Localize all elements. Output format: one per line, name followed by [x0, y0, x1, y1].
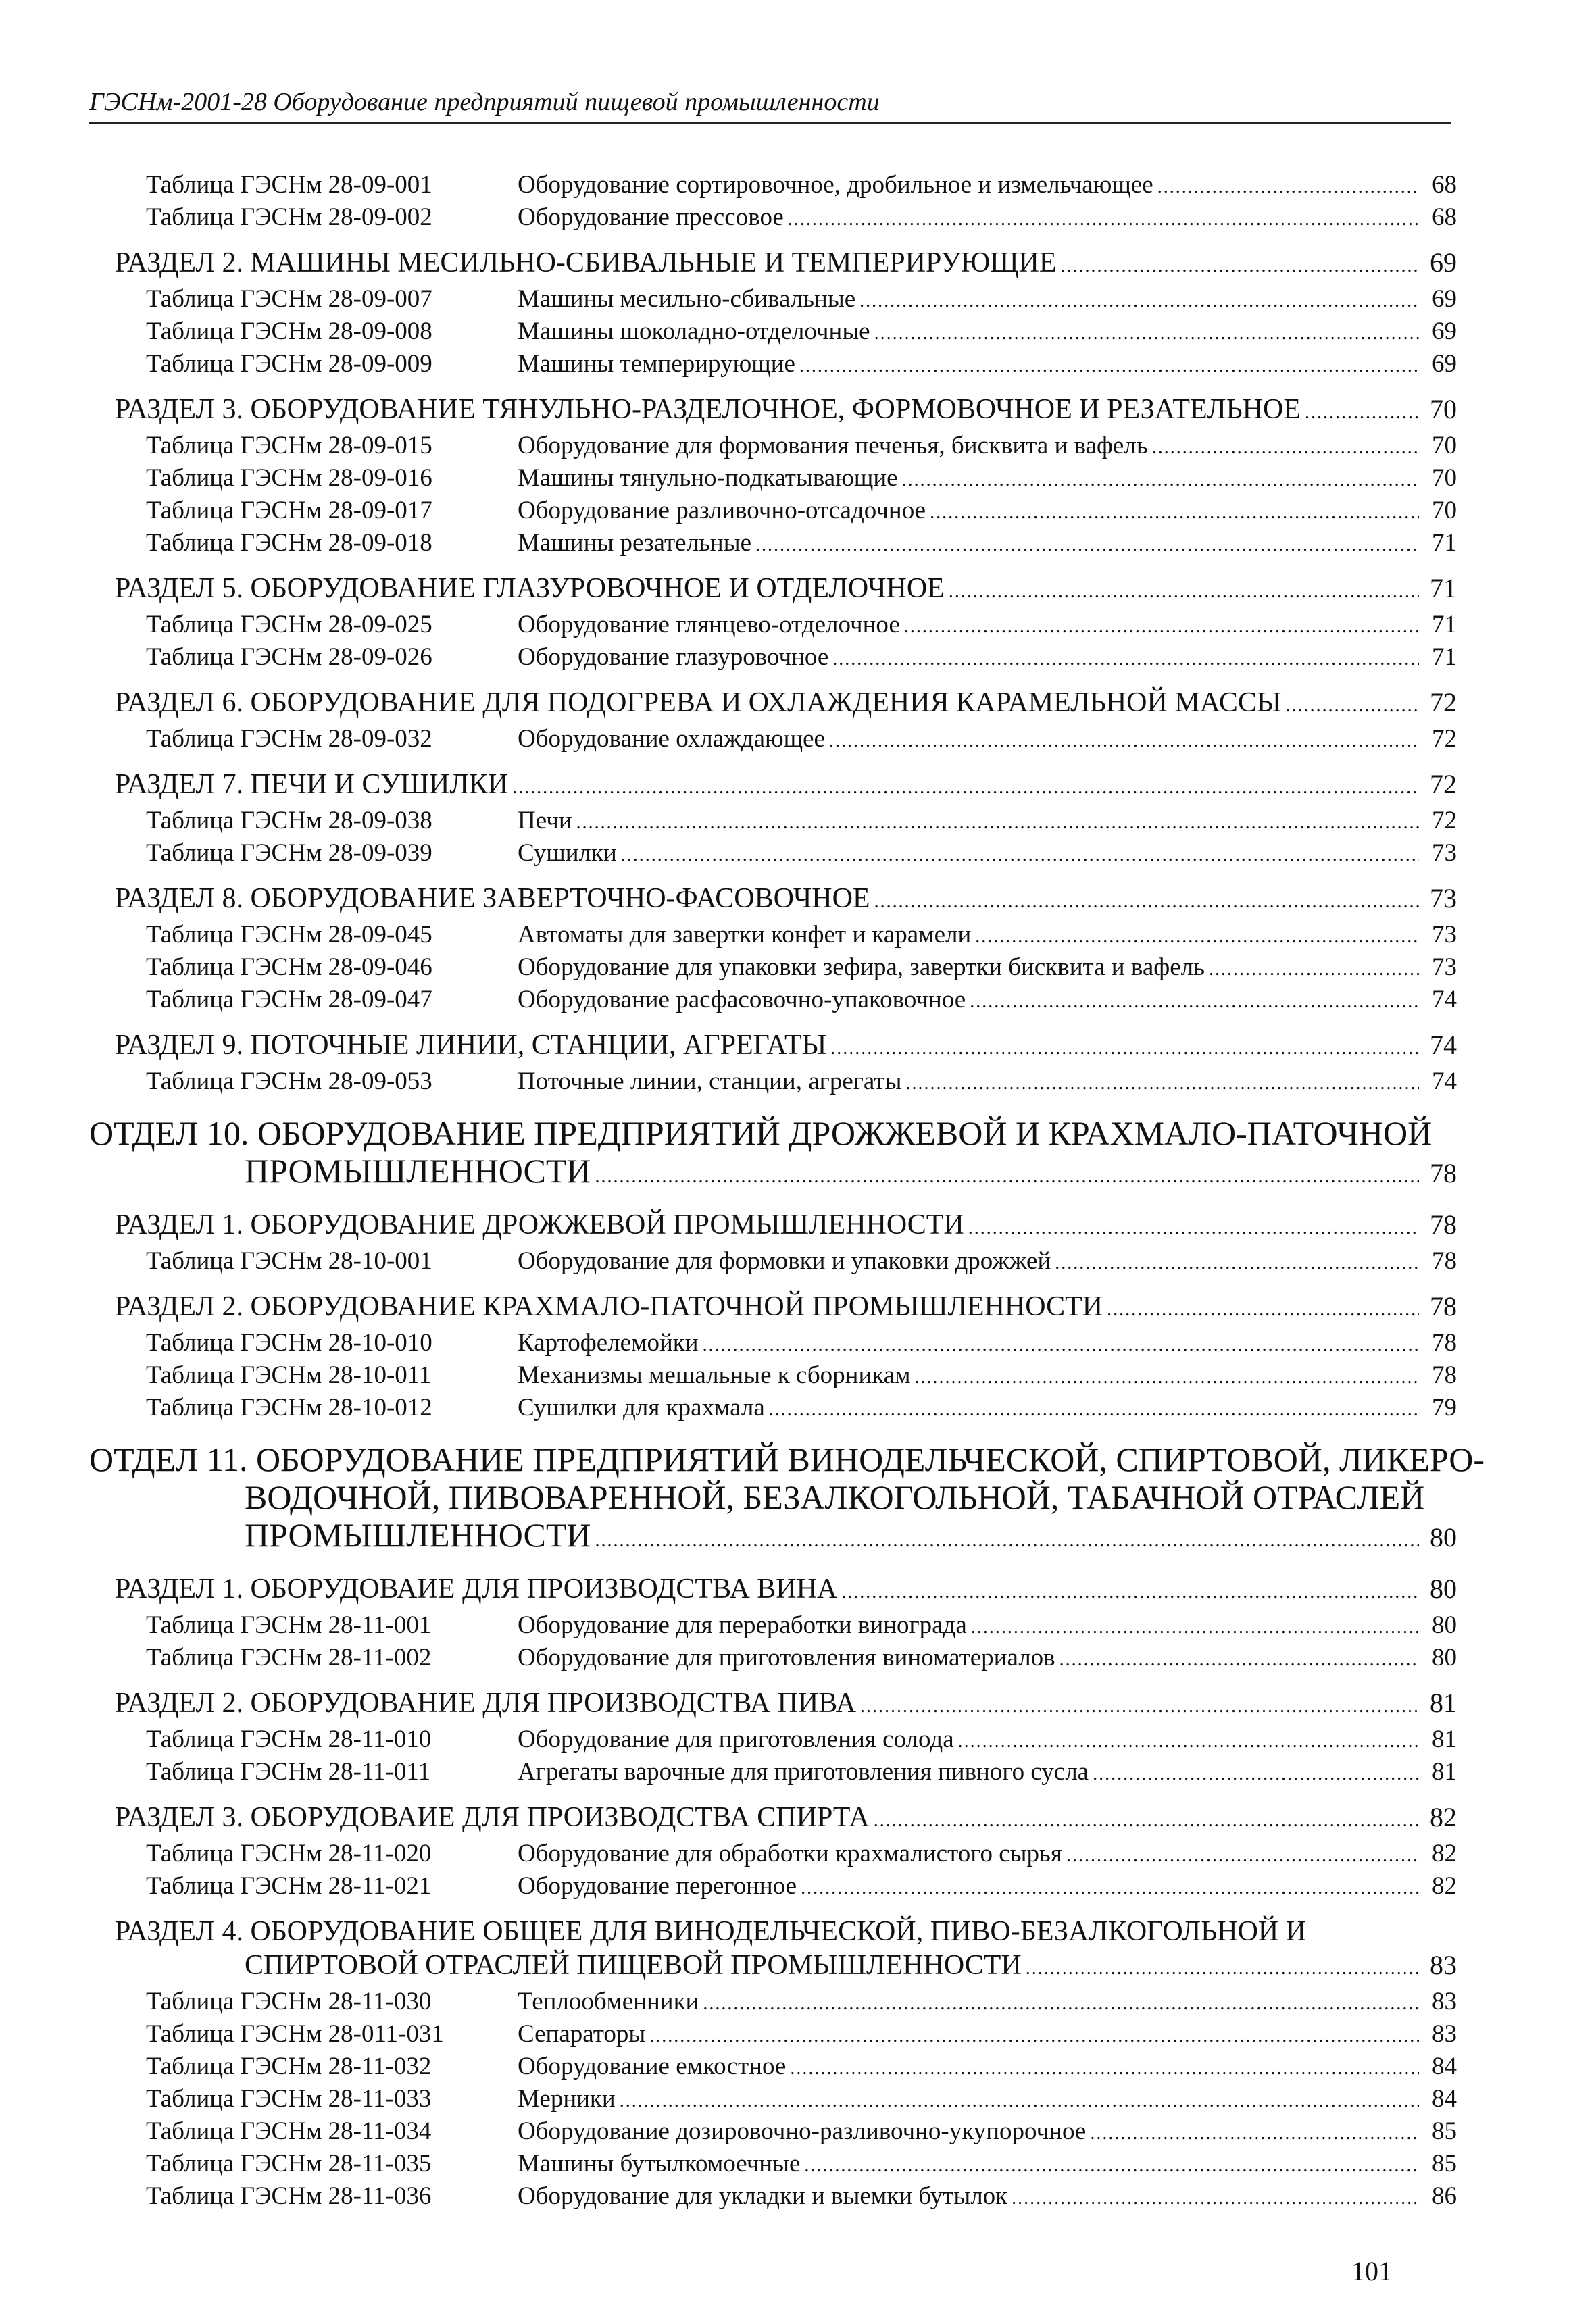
toc-page-number: 78	[1432, 1247, 1457, 1275]
toc-row-leader	[518, 2180, 1457, 2215]
toc-page-number: 74	[1432, 1067, 1457, 1095]
toc-page-number: 80	[1430, 1522, 1457, 1553]
toc-row	[0, 1609, 1596, 1642]
section-title: РАЗДЕЛ 7. ПЕЧИ И СУШИЛКИ	[115, 769, 509, 800]
department-title-cont: ПРОМЫШЛЕННОСТИ	[245, 1152, 591, 1190]
table-code: Таблица ГЭСНм 28-09-001	[146, 171, 432, 199]
toc-page-number: 72	[1430, 769, 1457, 799]
toc-row-leader	[518, 837, 1457, 872]
toc-page-number: 80	[1432, 1611, 1457, 1639]
dot-leader	[595, 1152, 1419, 1196]
toc-page-number: 74	[1432, 986, 1457, 1013]
toc-row	[0, 169, 1596, 201]
toc-row	[0, 2083, 1596, 2115]
toc-row	[0, 348, 1596, 380]
toc-page-number: 84	[1432, 2053, 1457, 2080]
toc-row	[0, 2148, 1596, 2180]
toc-row-leader	[518, 984, 1457, 1018]
toc-row	[0, 641, 1596, 674]
toc-row-leader	[518, 1327, 1457, 1361]
dot-leader	[904, 609, 1419, 643]
table-code: Таблица ГЭСНм 28-11-030	[146, 1988, 432, 2015]
toc-page-number: 69	[1432, 285, 1457, 313]
dot-leader	[971, 1609, 1419, 1644]
toc-row	[0, 1327, 1596, 1359]
toc-page-number: 80	[1430, 1574, 1457, 1604]
toc-row	[0, 1392, 1596, 1424]
table-code: Таблица ГЭСНм 28-09-032	[146, 725, 432, 753]
table-code: Таблица ГЭСНм 28-09-008	[146, 318, 432, 345]
toc-page-number: 72	[1430, 687, 1457, 718]
toc-page-number: 78	[1430, 1158, 1457, 1188]
table-title: Теплообменники	[518, 1988, 699, 2015]
dot-leader	[621, 837, 1419, 872]
toc-row-leader	[518, 2018, 1457, 2053]
table-title: Механизмы мешальные к сборникам	[518, 1361, 911, 1389]
dot-leader	[790, 2051, 1419, 2085]
section-title-cont: СПИРТОВОЙ ОТРАСЛЕЙ ПИЩЕВОЙ ПРОМЫШЛЕННОСТИ	[245, 1950, 1022, 1981]
toc-department-leader	[245, 1152, 1457, 1196]
toc-row-leader	[518, 919, 1457, 953]
toc-row-leader	[518, 2115, 1457, 2150]
toc-page-number: 71	[1432, 529, 1457, 557]
toc-section-leader	[245, 1948, 1457, 1986]
table-title: Оборудование разливочно-отсадочное	[518, 497, 926, 524]
toc-row-leader	[518, 283, 1457, 318]
table-code: Таблица ГЭСНм 28-09-009	[146, 350, 432, 378]
toc-page-number: 84	[1432, 2085, 1457, 2113]
table-title: Агрегаты варочные для приготовления пивного сусла	[518, 1758, 1089, 1786]
table-code: Таблица ГЭСНм 28-09-016	[146, 464, 432, 492]
toc-section	[0, 1686, 1596, 1724]
table-title: Мерники	[518, 2085, 616, 2113]
toc-row	[0, 430, 1596, 462]
toc-row	[0, 2051, 1596, 2083]
running-header: ГЭСНм-2001-28 Оборудование предприятий пищевой промышленности	[89, 86, 1451, 124]
table-title: Сепараторы	[518, 2020, 646, 2048]
dot-leader	[975, 919, 1419, 953]
toc-row-leader	[518, 1359, 1457, 1394]
dot-leader	[915, 1359, 1419, 1394]
dot-leader	[958, 1724, 1419, 1758]
dot-leader	[874, 882, 1419, 919]
toc-page-number: 73	[1432, 953, 1457, 981]
department-title-line: ОТДЕЛ 11. ОБОРУДОВАНИЕ ПРЕДПРИЯТИЙ ВИНОДЕЛЬЧЕСКОЙ, СПИРТОВОЙ, ЛИКЕРО-	[89, 1440, 1485, 1478]
toc-section-leader	[115, 1801, 1457, 1838]
toc-row-leader	[518, 169, 1457, 203]
table-code: Таблица ГЭСНм 28-11-021	[146, 1872, 432, 1900]
section-title: РАЗДЕЛ 6. ОБОРУДОВАНИЕ ДЛЯ ПОДОГРЕВА И ОХЛАЖДЕНИЯ КАРАМЕЛЬНОЙ МАССЫ	[115, 687, 1282, 718]
table-title: Оборудование сортировочное, дробильное и измельчающее	[518, 171, 1153, 199]
table-title: Сушилки	[518, 839, 617, 867]
toc-page-number: 81	[1432, 1726, 1457, 1753]
toc-page-number: 73	[1430, 883, 1457, 913]
dot-leader	[902, 462, 1419, 497]
toc-page-number: 78	[1432, 1361, 1457, 1389]
section-title: РАЗДЕЛ 1. ОБОРУДОВАНИЕ ДРОЖЖЕВОЙ ПРОМЫШЛЕННОСТИ	[115, 1209, 964, 1240]
toc-page-number: 68	[1432, 203, 1457, 231]
toc-page-number: 79	[1432, 1394, 1457, 1422]
toc-department	[0, 1440, 1596, 1560]
department-title-cont: ПРОМЫШЛЕННОСТИ	[245, 1516, 591, 1554]
toc-page-number: 78	[1432, 1329, 1457, 1357]
table-code: Таблица ГЭСНм 28-11-032	[146, 2053, 432, 2080]
toc-row-leader	[518, 316, 1457, 350]
toc-row-leader	[518, 1838, 1457, 1872]
toc-row	[0, 2018, 1596, 2051]
table-code: Таблица ГЭСНм 28-11-011	[146, 1758, 431, 1786]
toc-page-number: 71	[1432, 643, 1457, 671]
table-title: Машины резательные	[518, 529, 751, 557]
table-title: Машины тянульно-подкатывающие	[518, 464, 898, 492]
table-code: Таблица ГЭСНм 28-11-035	[146, 2150, 432, 2178]
toc-section-leader	[115, 1028, 1457, 1065]
dot-leader	[1061, 246, 1419, 283]
table-code: Таблица ГЭСНм 28-09-047	[146, 986, 432, 1013]
toc-row	[0, 283, 1596, 316]
toc-row-leader	[518, 2083, 1457, 2117]
table-code: Таблица ГЭСНм 28-09-046	[146, 953, 432, 981]
table-title: Оборудование для приготовления солода	[518, 1726, 954, 1753]
section-title: РАЗДЕЛ 5. ОБОРУДОВАНИЕ ГЛАЗУРОВОЧНОЕ И ОТДЕЛОЧНОЕ	[115, 573, 945, 604]
toc-page-number: 70	[1432, 464, 1457, 492]
toc-section-leader	[115, 1572, 1457, 1609]
toc-section	[0, 1290, 1596, 1327]
dot-leader	[620, 2083, 1419, 2117]
toc-page-number: 85	[1432, 2117, 1457, 2145]
table-title: Печи	[518, 807, 572, 834]
table-code: Таблица ГЭСНм 28-11-033	[146, 2085, 432, 2113]
toc-row-leader	[518, 1986, 1457, 2020]
table-code: Таблица ГЭСНм 28-09-002	[146, 203, 432, 231]
toc-row-leader	[518, 495, 1457, 529]
dot-leader	[1152, 430, 1419, 464]
dot-leader	[1209, 951, 1419, 986]
dot-leader	[830, 1028, 1419, 1065]
dot-leader	[1066, 1838, 1419, 1872]
toc-row	[0, 1359, 1596, 1392]
toc-page-number: 78	[1430, 1291, 1457, 1322]
table-title: Оборудование для формовки и упаковки дрожжей	[518, 1247, 1051, 1275]
dot-leader	[949, 572, 1419, 609]
toc-section-leader	[115, 882, 1457, 919]
toc-page-number: 81	[1432, 1758, 1457, 1786]
toc-page-number: 82	[1430, 1802, 1457, 1832]
table-title: Оборудование для обработки крахмалистого сырья	[518, 1840, 1062, 1867]
toc-section	[0, 246, 1596, 283]
toc-page-number: 83	[1432, 2020, 1457, 2048]
toc-page-number: 86	[1432, 2182, 1457, 2210]
table-title: Оборудование для упаковки зефира, завертки бисквита и вафель	[518, 953, 1205, 981]
table-title: Оборудование расфасовочно-упаковочное	[518, 986, 966, 1013]
dot-leader	[874, 316, 1419, 350]
toc-page-number: 70	[1432, 432, 1457, 459]
table-code: Таблица ГЭСНм 28-10-011	[146, 1361, 432, 1389]
table-code: Таблица ГЭСНм 28-09-045	[146, 921, 432, 949]
section-title-line: РАЗДЕЛ 4. ОБОРУДОВАНИЕ ОБЩЕЕ ДЛЯ ВИНОДЕЛЬЧЕСКОЙ, ПИВО-БЕЗАЛКОГОЛЬНОЙ И	[115, 1916, 1307, 1947]
table-title: Оборудование емкостное	[518, 2053, 787, 2080]
dot-leader	[860, 1686, 1419, 1724]
dot-leader	[1305, 393, 1419, 430]
toc-row	[0, 1838, 1596, 1870]
dot-leader	[968, 1208, 1419, 1245]
table-title: Машины бутылкомоечные	[518, 2150, 801, 2178]
dot-leader	[801, 1870, 1419, 1905]
dot-leader	[930, 495, 1419, 529]
toc-section	[0, 1572, 1596, 1609]
toc-row	[0, 1756, 1596, 1788]
table-code: Таблица ГЭСНм 28-11-036	[146, 2182, 432, 2210]
dot-leader	[799, 348, 1419, 382]
dot-leader	[703, 1986, 1419, 2020]
toc-section	[0, 1915, 1596, 1986]
dot-leader	[859, 283, 1419, 318]
dot-leader	[755, 527, 1419, 561]
table-code: Таблица ГЭСНм 28-011-031	[146, 2020, 444, 2048]
toc-row-leader	[518, 609, 1457, 643]
toc-row-leader	[518, 805, 1457, 839]
toc-section-leader	[115, 1686, 1457, 1724]
toc-row	[0, 1724, 1596, 1756]
toc-row	[0, 1245, 1596, 1278]
toc-row-leader	[518, 462, 1457, 497]
toc-section	[0, 393, 1596, 430]
page-number: 101	[1351, 2256, 1392, 2286]
table-title: Машины темперирующие	[518, 350, 795, 378]
toc-page-number: 72	[1432, 725, 1457, 753]
section-title: РАЗДЕЛ 1. ОБОРУДОВАИЕ ДЛЯ ПРОИЗВОДСТВА ВИНА	[115, 1574, 838, 1605]
dot-leader	[970, 984, 1419, 1018]
table-title: Оборудование глазуровочное	[518, 643, 829, 671]
table-title: Оборудование глянцево-отделочное	[518, 611, 900, 638]
toc-row	[0, 609, 1596, 641]
toc-page-number: 83	[1432, 1988, 1457, 2015]
toc-department-leader	[245, 1516, 1457, 1560]
section-title: РАЗДЕЛ 2. ОБОРУДОВАНИЕ ДЛЯ ПРОИЗВОДСТВА ПИВА	[115, 1688, 856, 1719]
dot-leader	[1107, 1290, 1419, 1327]
table-code: Таблица ГЭСНм 28-09-039	[146, 839, 432, 867]
toc-page-number: 69	[1432, 350, 1457, 378]
table-code: Таблица ГЭСНм 28-11-002	[146, 1644, 432, 1671]
dot-leader	[1286, 686, 1419, 723]
toc-page-number: 81	[1430, 1688, 1457, 1718]
dot-leader	[841, 1572, 1419, 1609]
toc-row	[0, 723, 1596, 755]
table-title: Машины месильно-сбивальные	[518, 285, 856, 313]
dot-leader	[512, 768, 1419, 805]
toc-row	[0, 495, 1596, 527]
toc-row	[0, 1065, 1596, 1098]
section-title: РАЗДЕЛ 3. ОБОРУДОВАИЕ ДЛЯ ПРОИЗВОДСТВА СПИРТА	[115, 1802, 870, 1833]
section-title: РАЗДЕЛ 9. ПОТОЧНЫЕ ЛИНИИ, СТАНЦИИ, АГРЕГАТЫ	[115, 1030, 827, 1061]
table-code: Таблица ГЭСНм 28-09-026	[146, 643, 432, 671]
table-code: Таблица ГЭСНм 28-09-015	[146, 432, 432, 459]
toc-page-number: 70	[1432, 497, 1457, 524]
toc-row-leader	[518, 1609, 1457, 1644]
table-title: Оборудование прессовое	[518, 203, 784, 231]
dot-leader	[874, 1801, 1419, 1838]
table-title: Сушилки для крахмала	[518, 1394, 765, 1422]
table-title: Оборудование для укладки и выемки бутылок	[518, 2182, 1008, 2210]
table-code: Таблица ГЭСНм 28-10-010	[146, 1329, 432, 1357]
table-code: Таблица ГЭСНм 28-11-034	[146, 2117, 432, 2145]
toc-page-number: 69	[1432, 318, 1457, 345]
toc-row	[0, 316, 1596, 348]
table-title: Оборудование охлаждающее	[518, 725, 825, 753]
toc-row-leader	[518, 2148, 1457, 2182]
toc-row-leader	[518, 1756, 1457, 1790]
toc-page-number: 69	[1430, 247, 1457, 278]
toc-row	[0, 2115, 1596, 2148]
table-title: Машины шоколадно-отделочные	[518, 318, 870, 345]
toc-row	[0, 527, 1596, 559]
dot-leader	[905, 1065, 1419, 1100]
department-title-line: ОТДЕЛ 10. ОБОРУДОВАНИЕ ПРЕДПРИЯТИЙ ДРОЖЖЕВОЙ И КРАХМАЛО-ПАТОЧНОЙ	[89, 1114, 1432, 1152]
table-title: Оборудование перегонное	[518, 1872, 797, 1900]
toc-page-number: 80	[1432, 1644, 1457, 1671]
toc-page-number: 73	[1432, 839, 1457, 867]
section-title: РАЗДЕЛ 8. ОБОРУДОВАНИЕ ЗАВЕРТОЧНО-ФАСОВОЧНОЕ	[115, 883, 870, 914]
toc-page-number: 73	[1432, 921, 1457, 949]
toc-section-leader	[115, 393, 1457, 430]
toc-section-leader	[115, 1208, 1457, 1245]
toc-row	[0, 984, 1596, 1016]
toc-row-leader	[518, 201, 1457, 236]
section-title: РАЗДЕЛ 3. ОБОРУДОВАНИЕ ТЯНУЛЬНО-РАЗДЕЛОЧНОЕ, ФОРМОВОЧНОЕ И РЕЗАТЕЛЬНОЕ	[115, 394, 1301, 425]
toc-page-number: 82	[1432, 1840, 1457, 1867]
toc-section	[0, 882, 1596, 919]
toc-row-leader	[518, 1245, 1457, 1280]
table-code: Таблица ГЭСНм 28-11-020	[146, 1840, 432, 1867]
dot-leader	[769, 1392, 1419, 1426]
toc-row	[0, 919, 1596, 951]
dot-leader	[1157, 169, 1419, 203]
toc-section	[0, 686, 1596, 723]
toc-row-leader	[518, 1392, 1457, 1426]
toc-section	[0, 1801, 1596, 1838]
toc-row	[0, 1870, 1596, 1903]
toc-section	[0, 572, 1596, 609]
toc-row	[0, 201, 1596, 234]
dot-leader	[804, 2148, 1419, 2182]
toc-page-number: 78	[1430, 1209, 1457, 1240]
toc-row-leader	[518, 430, 1457, 464]
dot-leader	[703, 1327, 1419, 1361]
toc-section	[0, 1208, 1596, 1245]
dot-leader	[829, 723, 1419, 757]
table-title: Оборудование для переработки винограда	[518, 1611, 967, 1639]
dot-leader	[832, 641, 1419, 676]
toc-section-leader	[115, 246, 1457, 283]
table-code: Таблица ГЭСНм 28-10-012	[146, 1394, 432, 1422]
table-title: Картофелемойки	[518, 1329, 699, 1357]
dot-leader	[595, 1516, 1419, 1560]
dot-leader	[1090, 2115, 1419, 2150]
toc-page-number: 71	[1430, 573, 1457, 603]
dot-leader	[1055, 1245, 1419, 1280]
toc-row	[0, 1986, 1596, 2018]
toc-row	[0, 837, 1596, 870]
dot-leader	[1026, 1948, 1419, 1986]
toc-page-number: 68	[1432, 171, 1457, 199]
toc-row	[0, 805, 1596, 837]
dot-leader	[788, 201, 1419, 236]
toc-section-leader	[115, 686, 1457, 723]
table-code: Таблица ГЭСНм 28-09-018	[146, 529, 432, 557]
dot-leader	[576, 805, 1419, 839]
toc-row-leader	[518, 1870, 1457, 1905]
toc-row-leader	[518, 1724, 1457, 1758]
toc-row-leader	[518, 527, 1457, 561]
toc-row-leader	[518, 1065, 1457, 1100]
table-title: Оборудование для приготовления виноматериалов	[518, 1644, 1055, 1671]
table-code: Таблица ГЭСНм 28-09-038	[146, 807, 432, 834]
toc-section-leader	[115, 1290, 1457, 1327]
toc-page-number: 74	[1430, 1030, 1457, 1060]
table-of-contents	[0, 169, 1596, 2213]
toc-row-leader	[518, 641, 1457, 676]
toc-page-number: 70	[1430, 394, 1457, 424]
toc-row	[0, 1642, 1596, 1674]
table-title: Оборудование дозировочно-разливочно-укупорочное	[518, 2117, 1087, 2145]
toc-page-number: 85	[1432, 2150, 1457, 2178]
toc-row	[0, 462, 1596, 495]
dot-leader	[1059, 1642, 1419, 1676]
toc-page-number: 72	[1432, 807, 1457, 834]
department-title-line: ВОДОЧНОЙ, ПИВОВАРЕННОЙ, БЕЗАЛКОГОЛЬНОЙ, ТАБАЧНОЙ ОТРАСЛЕЙ	[245, 1478, 1425, 1516]
table-title: Поточные линии, станции, агрегаты	[518, 1067, 902, 1095]
dot-leader	[1012, 2180, 1419, 2215]
table-code: Таблица ГЭСНм 28-10-001	[146, 1247, 432, 1275]
table-code: Таблица ГЭСНм 28-11-010	[146, 1726, 432, 1753]
toc-section	[0, 1028, 1596, 1065]
toc-section	[0, 768, 1596, 805]
toc-row-leader	[518, 951, 1457, 986]
section-title: РАЗДЕЛ 2. ОБОРУДОВАНИЕ КРАХМАЛО-ПАТОЧНОЙ ПРОМЫШЛЕННОСТИ	[115, 1291, 1103, 1322]
toc-row	[0, 951, 1596, 984]
table-code: Таблица ГЭСНм 28-09-053	[146, 1067, 432, 1095]
toc-row-leader	[518, 2051, 1457, 2085]
table-code: Таблица ГЭСНм 28-09-017	[146, 497, 432, 524]
toc-row-leader	[518, 348, 1457, 382]
toc-section-leader	[115, 572, 1457, 609]
toc-page-number: 71	[1432, 611, 1457, 638]
toc-row	[0, 2180, 1596, 2213]
dot-leader	[649, 2018, 1419, 2053]
toc-page-number: 83	[1430, 1950, 1457, 1980]
toc-row-leader	[518, 1642, 1457, 1676]
table-code: Таблица ГЭСНм 28-09-025	[146, 611, 432, 638]
dot-leader	[1093, 1756, 1419, 1790]
toc-section-leader	[115, 768, 1457, 805]
table-title: Оборудование для формования печенья, бисквита и вафель	[518, 432, 1148, 459]
toc-page-number: 82	[1432, 1872, 1457, 1900]
table-code: Таблица ГЭСНм 28-09-007	[146, 285, 432, 313]
toc-row-leader	[518, 723, 1457, 757]
table-code: Таблица ГЭСНм 28-11-001	[146, 1611, 432, 1639]
toc-department	[0, 1114, 1596, 1196]
table-title: Автоматы для завертки конфет и карамели	[518, 921, 972, 949]
section-title: РАЗДЕЛ 2. МАШИНЫ МЕСИЛЬНО-СБИВАЛЬНЫЕ И ТЕМПЕРИРУЮЩИЕ	[115, 247, 1057, 278]
